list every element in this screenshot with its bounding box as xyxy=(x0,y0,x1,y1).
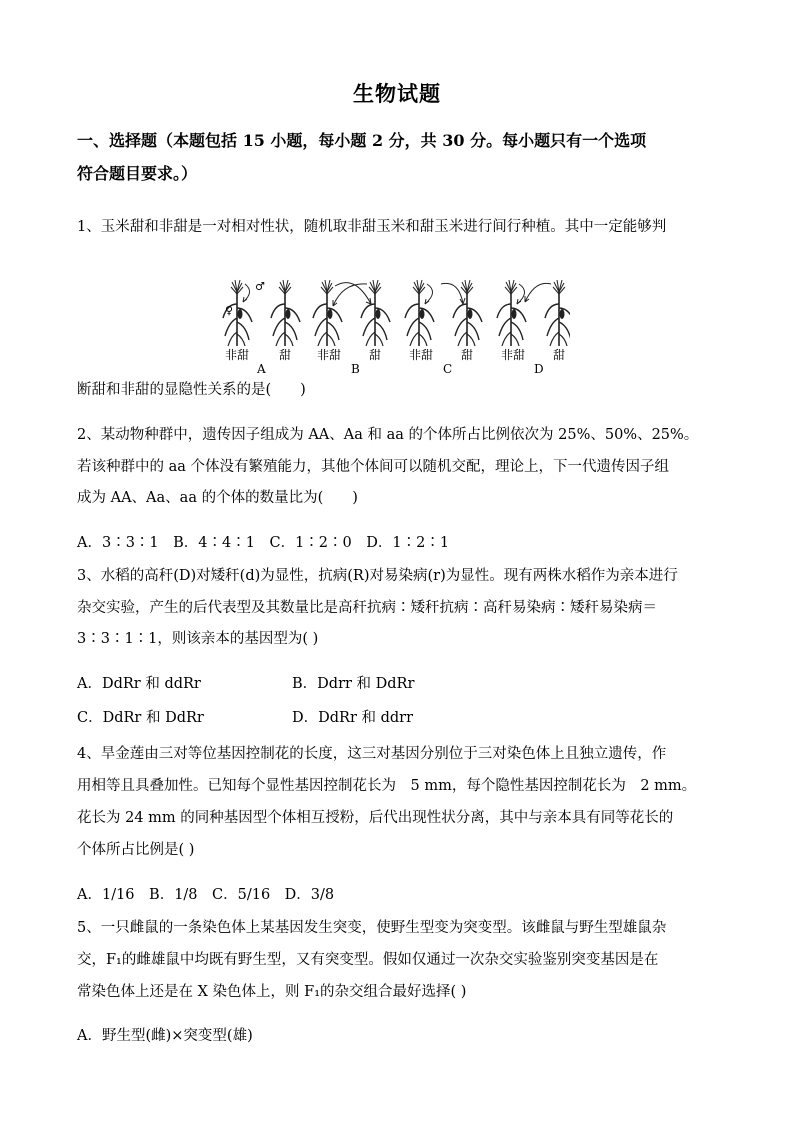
question-3-option-d: D．DdRr 和 ddrr xyxy=(292,710,414,726)
question-5-stem-line1: 5、一只雌鼠的一条染色体上某基因发生突变，使野生型变为突变型。该雌鼠与野生型雄鼠杂 xyxy=(77,920,667,936)
question-3-stem-line2: 杂交实验，产生的后代表型及其数量比是高秆抗病∶矮秆抗病∶高秆易染病∶矮秆易染病＝ xyxy=(77,600,657,616)
female-symbol: ♀ xyxy=(225,304,234,317)
question-5-option-a: A．野生型(雌)×突变型(雄) xyxy=(77,1028,253,1044)
plant-label: 非甜 xyxy=(409,348,434,362)
plant-label: 甜 xyxy=(279,348,292,362)
plant-label: 非甜 xyxy=(225,348,250,362)
plant-label: 甜 xyxy=(461,348,474,362)
question-2-stem-line1: 2、某动物种群中，遗传因子组成为 AA、Aa 和 aa 的个体所占比例依次为 25%、50%、25%。 xyxy=(77,427,699,443)
corn-figure xyxy=(215,278,570,378)
question-2-stem-line3: 成为 AA、Aa、aa 的个体的数量比为( ) xyxy=(77,490,358,506)
plant-label: 非甜 xyxy=(317,348,342,362)
section-heading-line1: 一、选择题（本题包括 15 小题，每小题 2 分，共 30 分。每小题只有一个选项 xyxy=(77,131,647,150)
plant-label: 甜 xyxy=(553,348,566,362)
question-2-stem-line2: 若该种群中的 aa 个体没有繁殖能力，其他个体间可以随机交配，理论上，下一代遗传因子组 xyxy=(77,459,670,475)
question-1-stem-line1: 1、玉米甜和非甜是一对相对性状，随机取非甜玉米和甜玉米进行间行种植。其中一定能够判 xyxy=(77,219,667,235)
question-3-stem-line1: 3、水稻的高秆(D)对矮秆(d)为显性，抗病(R)对易染病(r)为显性。现有两株水稻作为亲本进行 xyxy=(77,568,678,584)
option-label-d: D xyxy=(534,362,544,376)
plant-label: 非甜 xyxy=(501,348,526,362)
male-symbol: ♂ xyxy=(255,280,265,293)
question-4-options: A．1/16 B．1/8 C．5/16 D．3/8 xyxy=(77,887,335,903)
question-3-option-c: C．DdRr 和 DdRr xyxy=(77,710,204,726)
question-3-option-b: B．Ddrr 和 DdRr xyxy=(292,676,415,692)
question-4-stem-line1: 4、旱金莲由三对等位基因控制花的长度，这三对基因分别位于三对染色体上且独立遗传，作 xyxy=(77,746,667,762)
question-4-stem-line4: 个体所占比例是( ) xyxy=(77,842,195,858)
question-3-option-a: A．DdRr 和 ddRr xyxy=(77,676,201,692)
option-label-a: A xyxy=(257,362,266,376)
corn-plants-illustration xyxy=(215,278,570,378)
question-5-stem-line2: 交，F₁的雌雄鼠中均既有野生型，又有突变型。假如仅通过一次杂交实验鉴别突变基因是在 xyxy=(77,952,659,968)
question-4-stem-line3: 花长为 24 mm 的同种基因型个体相互授粉，后代出现性状分离，其中与亲本具有同等花长的 xyxy=(77,810,674,826)
question-2-options: A．3∶3∶1 B．4∶4∶1 C．1∶2∶0 D．1∶2∶1 xyxy=(77,535,450,551)
question-5-stem-line3: 常染色体上还是在 X 染色体上，则 F₁的杂交组合最好选择( ) xyxy=(77,984,467,1000)
plant-label: 甜 xyxy=(369,348,382,362)
page-title: 生物试题 xyxy=(353,81,441,106)
question-4-stem-line2: 用相等且具叠加性。已知每个显性基因控制花长为 5 mm，每个隐性基因控制花长为 2 mm。 xyxy=(77,778,697,794)
section-heading-line2: 符合题目要求。） xyxy=(77,164,198,183)
question-3-stem-line3: 3∶3∶1∶1，则该亲本的基因型为( ) xyxy=(77,631,319,647)
option-label-b: B xyxy=(351,362,360,376)
question-1-stem-line2: 断甜和非甜的显隐性关系的是( ) xyxy=(77,382,306,398)
option-label-c: C xyxy=(443,362,453,376)
